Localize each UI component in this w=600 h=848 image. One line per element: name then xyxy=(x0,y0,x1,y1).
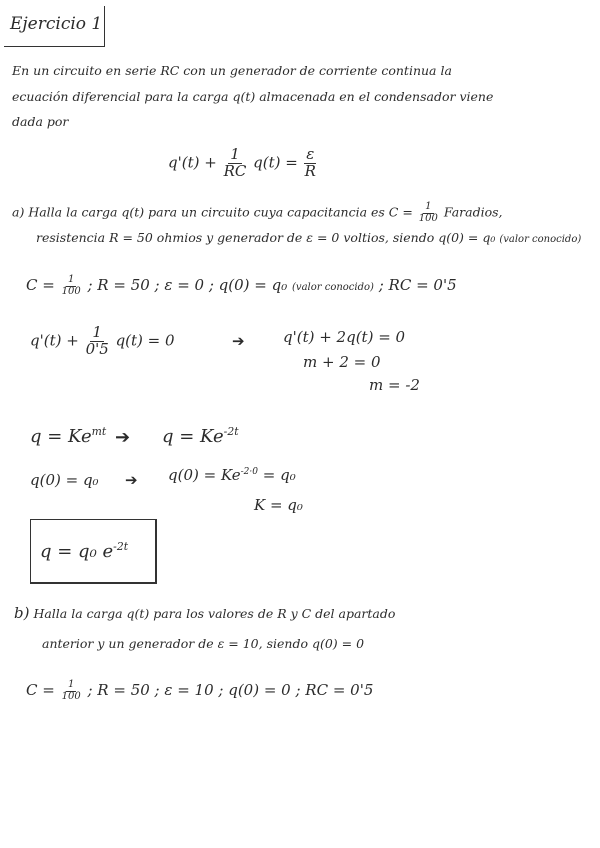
part-b-line-2: anterior y un generador de ε = 10, siendo q(0) = 0 xyxy=(42,636,365,651)
main-eq-lhs-b: q(t) = xyxy=(253,153,298,172)
main-eq-lhs-a: q'(t) + xyxy=(168,153,217,172)
char-eq-2: m + 2 = 0 xyxy=(303,353,381,371)
intro-line-3: dada por xyxy=(12,114,69,129)
k-result: K = q₀ xyxy=(254,496,303,514)
part-b-data: C = $\frac{1}{100}$ ; R = 50 ; ε = 10 ; q(0) = 0 ; RC = 0'5 xyxy=(26,679,374,702)
part-a-equation: q'(t) + $\frac{1}{0'5}$ q(t) = 0 xyxy=(30,323,175,358)
part-a-data: C = $\frac{1}{100}$ ; R = 50 ; ε = 0 ; q(0) = q₀ (valor conocido) ; RC = 0'5 xyxy=(26,274,457,297)
boxed-solution: q = q₀ $e^{-2t}$ xyxy=(40,540,129,562)
char-eq-1: q'(t) + 2q(t) = 0 xyxy=(283,328,406,346)
right-arrow-icon: ➔ xyxy=(115,427,131,448)
right-arrow-icon: ➔ xyxy=(232,332,245,350)
initial-condition: q(0) = q₀ xyxy=(30,471,99,489)
initial-condition-eval: $q(0) = Ke^{-2\cdot 0} = q_0$ xyxy=(168,466,296,484)
general-solution-m: $q = Ke^{-2t}$ xyxy=(162,425,239,447)
part-a-line-2: resistencia R = 50 ohmios y generador de ε = 0 voltios, siendo q(0) = q₀ (valor conocido) xyxy=(36,230,582,245)
main-equation xyxy=(168,147,318,180)
main-eq-fraction: $\frac{1}{RC}$ xyxy=(223,145,247,180)
part-b-line-1: b) Halla la carga q(t) para los valores de R y C del apartado xyxy=(14,604,396,622)
intro-line-2: ecuación diferencial para la carga q(t) almacenada en el condensador viene xyxy=(12,89,494,104)
part-a-line-1: a) Halla la carga q(t) para un circuito cuya capacitancia es C = $\frac{1}{100}$ Faradios, xyxy=(12,201,503,224)
main-eq-rhs-fraction: $\frac{\varepsilon}{R}$ xyxy=(304,145,316,180)
intro-line-1: En un circuito en serie RC con un generador de corriente continua la xyxy=(12,63,452,78)
right-arrow-icon: ➔ xyxy=(125,471,138,489)
char-eq-3: m = -2 xyxy=(369,376,420,394)
page-title: Ejercicio 1 xyxy=(10,14,103,34)
general-solution: $q = Ke^{mt}$ xyxy=(30,425,107,447)
part-a-capacitance-fraction: $\frac{1}{100}$ xyxy=(418,201,438,224)
